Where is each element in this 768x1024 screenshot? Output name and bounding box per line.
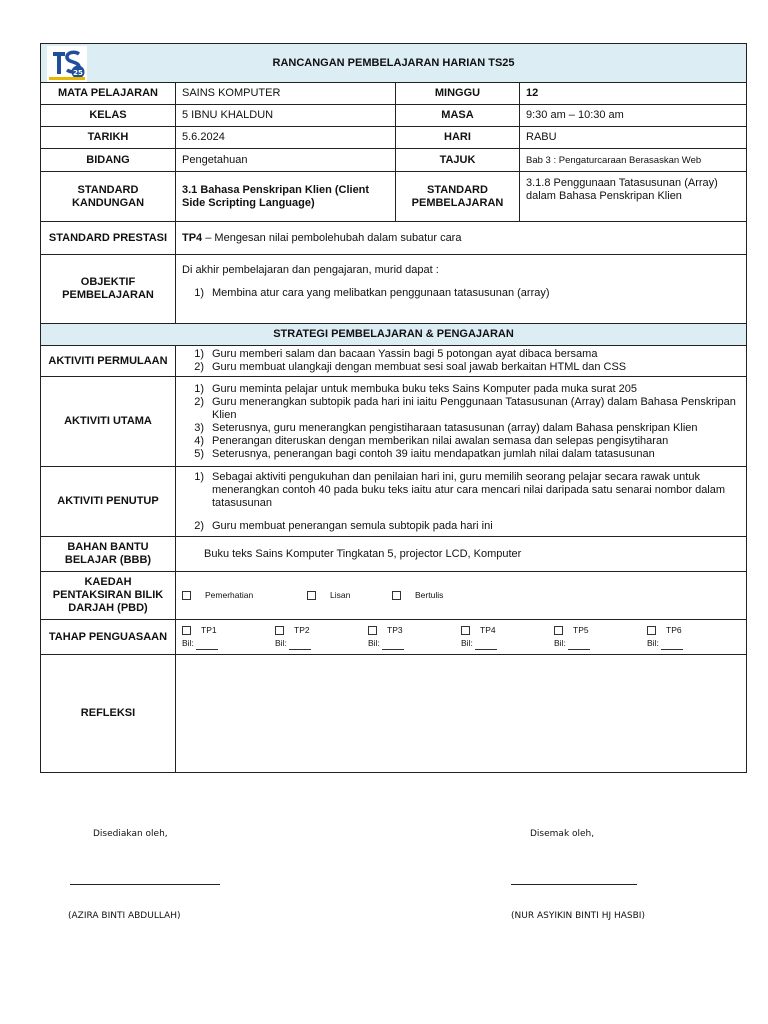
checkbox-icon[interactable] bbox=[461, 626, 470, 635]
strategi-heading: STRATEGI PEMBELAJARAN & PENGAJARAN bbox=[41, 324, 747, 346]
prepared-signature-line bbox=[70, 884, 220, 885]
list-item-number: 1) bbox=[194, 470, 204, 483]
refleksi-content[interactable] bbox=[176, 655, 747, 773]
checkbox-icon[interactable] bbox=[275, 626, 284, 635]
school-logo-icon bbox=[47, 46, 87, 82]
standard-kandungan-label: STANDARD KANDUNGAN bbox=[41, 172, 176, 222]
list-item-text: Guru meminta pelajar untuk membuka buku teks Sains Komputer pada muka surat 205 bbox=[212, 382, 637, 395]
objektif-intro: Di akhir pembelajaran dan pengajaran, murid dapat : bbox=[182, 264, 439, 276]
tp-item[interactable] bbox=[461, 624, 554, 650]
prepared-by-name: (AZIRA BINTI ABDULLAH) bbox=[68, 911, 181, 921]
list-item-number: 1) bbox=[194, 382, 204, 395]
list-item-number: 2) bbox=[194, 361, 204, 373]
list-item bbox=[182, 520, 740, 533]
hari-label: HARI bbox=[396, 127, 520, 149]
logo-text: 25 bbox=[73, 69, 83, 77]
penutup-list bbox=[182, 471, 740, 533]
tp-grid bbox=[182, 624, 740, 650]
pbd-options bbox=[176, 572, 747, 620]
checked-by-name: (NUR ASYIKIN BINTI HJ HASBI) bbox=[511, 911, 645, 921]
standard-prestasi-value bbox=[176, 222, 747, 255]
aktiviti-utama-content bbox=[176, 377, 747, 467]
aktiviti-permulaan-content bbox=[176, 346, 747, 377]
tp-item[interactable] bbox=[647, 624, 740, 650]
tp-item[interactable] bbox=[368, 624, 461, 650]
tp-item[interactable] bbox=[182, 624, 275, 650]
list-item-number: 3) bbox=[194, 421, 204, 434]
bbb-value: Buku teks Sains Komputer Tingkatan 5, projector LCD, Komputer bbox=[176, 537, 747, 572]
mata-pelajaran-label: MATA PELAJARAN bbox=[41, 83, 176, 105]
tp-label: TP1 bbox=[201, 625, 217, 635]
kelas-label: KELAS bbox=[41, 105, 176, 127]
bil-label: Bil: bbox=[554, 638, 566, 648]
list-item bbox=[182, 435, 740, 448]
list-item-text: Guru memberi salam dan bacaan Yassin bagi 5 potongan ayat dibaca bersama bbox=[212, 348, 598, 360]
aktiviti-utama-label: AKTIVITI UTAMA bbox=[41, 377, 176, 467]
list-item bbox=[182, 396, 740, 422]
checkbox-icon[interactable] bbox=[368, 626, 377, 635]
minggu-label: MINGGU bbox=[396, 83, 520, 105]
minggu-value: 12 bbox=[520, 83, 747, 105]
tahap-penguasaan-content bbox=[176, 620, 747, 655]
objektif-label: OBJEKTIF PEMBELAJARAN bbox=[41, 255, 176, 324]
tp-label: TP2 bbox=[294, 625, 310, 635]
bil-label: Bil: bbox=[275, 638, 287, 648]
tp-label: TP3 bbox=[387, 625, 403, 635]
pbd-option[interactable] bbox=[307, 589, 392, 602]
bil-label: Bil: bbox=[182, 638, 194, 648]
bidang-value: Pengetahuan bbox=[176, 149, 396, 172]
tarikh-value: 5.6.2024 bbox=[176, 127, 396, 149]
mata-pelajaran-value: SAINS KOMPUTER bbox=[176, 83, 396, 105]
checkbox-icon[interactable] bbox=[307, 591, 316, 600]
list-item-text: Seterusnya, penerangan bagi contoh 39 iaitu mendapatkan jumlah nilai dalam tatasusunan bbox=[212, 447, 655, 460]
aktiviti-penutup-label: AKTIVITI PENUTUP bbox=[41, 467, 176, 537]
bil-blank[interactable] bbox=[475, 641, 497, 650]
list-item bbox=[182, 448, 740, 461]
list-item bbox=[182, 383, 740, 396]
aktiviti-permulaan-label: AKTIVITI PERMULAAN bbox=[41, 346, 176, 377]
tajuk-label: TAJUK bbox=[396, 149, 520, 172]
bidang-label: BIDANG bbox=[41, 149, 176, 172]
tp-item[interactable] bbox=[554, 624, 647, 650]
list-item-number: 1) bbox=[194, 348, 204, 360]
list-item bbox=[182, 348, 740, 361]
bbb-label: BAHAN BANTU BELAJAR (BBB) bbox=[41, 537, 176, 572]
tp-label: TP4 bbox=[480, 625, 496, 635]
masa-label: MASA bbox=[396, 105, 520, 127]
list-item-text: Sebagai aktiviti pengukuhan dan penilaian hari ini, guru memilih seorang pelajar secara rawak untuk menerangkan contoh 40 pada buku teks iaitu atur cara mencari nilai daripada satu senarai nombor dalam tatasusunan bbox=[212, 470, 726, 509]
bil-label: Bil: bbox=[461, 638, 473, 648]
pbd-option[interactable] bbox=[182, 589, 307, 602]
prestasi-text: – Mengesan nilai pembolehubah dalam subatur cara bbox=[202, 231, 462, 244]
list-item-number: 1) bbox=[194, 287, 204, 299]
hari-value: RABU bbox=[520, 127, 747, 149]
standard-kandungan-value: 3.1 Bahasa Penskripan Klien (Client Side Scripting Language) bbox=[176, 172, 396, 222]
pbd-label: KAEDAH PENTAKSIRAN BILIK DARJAH (PBD) bbox=[41, 572, 176, 620]
standard-pembelajaran-label: STANDARD PEMBELAJARAN bbox=[396, 172, 520, 222]
checkbox-icon[interactable] bbox=[392, 591, 401, 600]
tp-label: TP5 bbox=[573, 625, 589, 635]
list-item bbox=[182, 287, 740, 300]
list-item-number: 5) bbox=[194, 447, 204, 460]
tarikh-label: TARIKH bbox=[41, 127, 176, 149]
tp-item[interactable] bbox=[275, 624, 368, 650]
bil-blank[interactable] bbox=[568, 641, 590, 650]
checkbox-icon[interactable] bbox=[182, 626, 191, 635]
list-item-number: 2) bbox=[194, 519, 204, 532]
list-item-text: Guru menerangkan subtopik pada hari ini iaitu Penggunaan Tatasusunan (Array) dalam Bahasa Penskripan Klien bbox=[212, 395, 736, 421]
objektif-content bbox=[176, 255, 747, 324]
objektif-list bbox=[182, 287, 740, 300]
refleksi-label: REFLEKSI bbox=[41, 655, 176, 773]
tahap-penguasaan-label: TAHAP PENGUASAAN bbox=[41, 620, 176, 655]
checked-by-label: Disemak oleh, bbox=[530, 829, 595, 839]
tp-label: TP6 bbox=[666, 625, 682, 635]
list-item-text: Penerangan diteruskan dengan memberikan nilai awalan semasa dan selepas pengisytiharan bbox=[212, 434, 669, 447]
list-item-text: Guru membuat penerangan semula subtopik pada hari ini bbox=[212, 519, 493, 532]
utama-list bbox=[182, 383, 740, 461]
bil-label: Bil: bbox=[647, 638, 659, 648]
tajuk-value: Bab 3 : Pengaturcaraan Berasaskan Web bbox=[520, 149, 747, 172]
title-row bbox=[41, 44, 747, 83]
checked-signature-line bbox=[511, 884, 637, 885]
bil-blank[interactable] bbox=[661, 641, 683, 650]
pbd-option-label: Bertulis bbox=[415, 590, 444, 600]
pbd-option-label: Lisan bbox=[330, 590, 351, 600]
pbd-option-label: Pemerhatian bbox=[205, 590, 254, 600]
masa-value: 9:30 am – 10:30 am bbox=[520, 105, 747, 127]
checkbox-icon[interactable] bbox=[647, 626, 656, 635]
permulaan-list bbox=[182, 348, 740, 374]
list-item bbox=[182, 422, 740, 435]
bil-blank[interactable] bbox=[289, 641, 311, 650]
list-item-number: 2) bbox=[194, 395, 204, 408]
list-item-number: 4) bbox=[194, 434, 204, 447]
pbd-option[interactable] bbox=[392, 589, 443, 602]
bil-blank[interactable] bbox=[196, 641, 218, 650]
list-item-text: Guru membuat ulangkaji dengan membuat sesi soal jawab berkaitan HTML dan CSS bbox=[212, 361, 627, 373]
aktiviti-penutup-content bbox=[176, 467, 747, 537]
checkbox-icon[interactable] bbox=[554, 626, 563, 635]
prestasi-tp: TP4 bbox=[182, 231, 203, 244]
kelas-value: 5 IBNU KHALDUN bbox=[176, 105, 396, 127]
list-item-text: Membina atur cara yang melibatkan penggunaan tatasusunan (array) bbox=[212, 287, 550, 299]
list-item bbox=[182, 471, 740, 510]
page-title: RANCANGAN PEMBELAJARAN HARIAN TS25 bbox=[272, 56, 515, 69]
bil-blank[interactable] bbox=[382, 641, 404, 650]
checkbox-icon[interactable] bbox=[182, 591, 191, 600]
prepared-by-label: Disediakan oleh, bbox=[93, 829, 168, 839]
standard-pembelajaran-value: 3.1.8 Penggunaan Tatasusunan (Array) dalam Bahasa Penskripan Klien bbox=[520, 172, 747, 222]
list-item bbox=[182, 361, 740, 374]
list-item-text: Seterusnya, guru menerangkan pengistiharaan tatasusunan (array) dalam Bahasa penskripan Klien bbox=[212, 421, 698, 434]
lesson-plan-table bbox=[40, 43, 747, 773]
standard-prestasi-label: STANDARD PRESTASI bbox=[41, 222, 176, 255]
bil-label: Bil: bbox=[368, 638, 380, 648]
pbd-options-row bbox=[182, 589, 740, 602]
